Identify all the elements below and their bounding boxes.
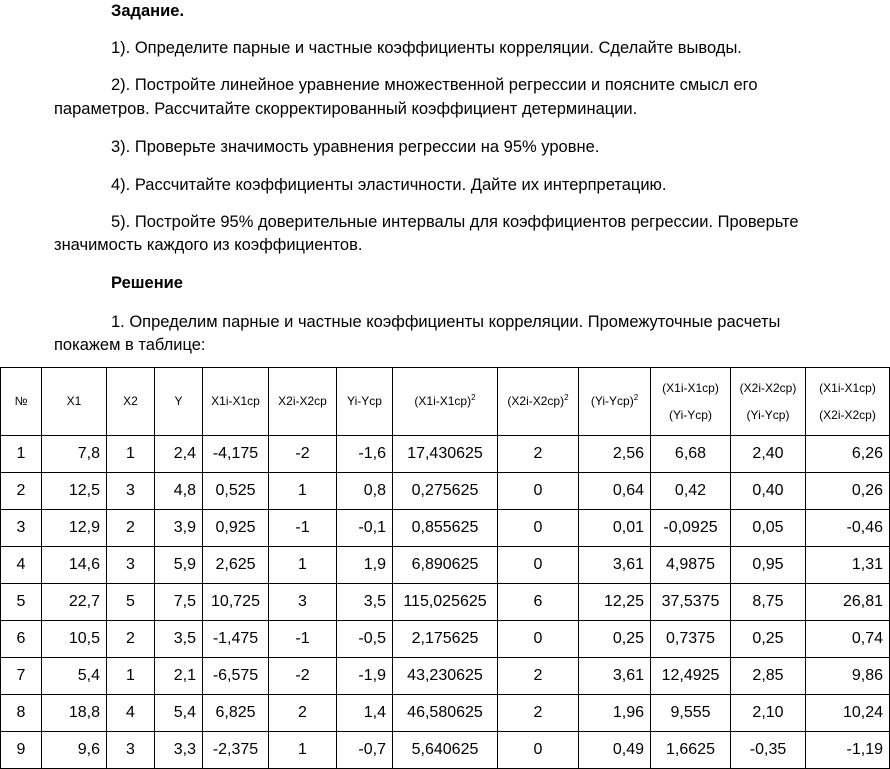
cell-num: 5 <box>1 584 42 621</box>
table-row <box>1 695 890 732</box>
task-item-1: 1). Определите парные и частные коэффициенты корреляции. Сделайте выводы. <box>111 39 742 57</box>
cell-product-x1-y: 0,42 <box>651 473 731 510</box>
cell-dx2-squared: 6 <box>498 584 579 621</box>
cell-dx1-squared: 0,275625 <box>393 473 498 510</box>
header-product-x2-y-top: (X2i-X2ср) <box>739 380 797 395</box>
header-dx1-squared <box>393 368 498 436</box>
cell-dx2: 1 <box>269 732 337 769</box>
solution-heading: Решение <box>111 274 183 292</box>
table-row <box>1 436 890 473</box>
cell-dx2-squared: 2 <box>498 658 579 695</box>
cell-product-x2-y: 2,40 <box>731 436 806 473</box>
cell-dx1-squared: 0,855625 <box>393 510 498 547</box>
header-product-x2-y <box>731 368 806 436</box>
task-item-4: 4). Рассчитайте коэффициенты эластичности. Дайте их интерпретацию. <box>111 176 667 194</box>
table-header-row <box>1 368 890 436</box>
cell-dx1-squared: 46,580625 <box>393 695 498 732</box>
cell-dx2-squared: 2 <box>498 436 579 473</box>
cell-dy-squared: 3,61 <box>579 658 651 695</box>
cell-product-x1-x2: 1,31 <box>806 547 890 584</box>
cell-x2: 3 <box>107 732 155 769</box>
cell-dy: 1,4 <box>337 695 393 732</box>
table-row <box>1 584 890 621</box>
header-product-x2-y-bottom: (Yi-Yср) <box>746 407 790 422</box>
header-dy-squared-base: (Yi-Yср) <box>590 394 634 408</box>
cell-product-x1-y: 4,9875 <box>651 547 731 584</box>
cell-dx1: 2,625 <box>203 547 269 584</box>
table-row <box>1 473 890 510</box>
task-item-2-line-2: параметров. Рассчитайте скорректированный коэффициент детерминации. <box>54 100 638 118</box>
cell-x1: 12,9 <box>42 510 107 547</box>
cell-dy-squared: 0,25 <box>579 621 651 658</box>
header-product-x1-x2-bottom: (X2i-X2ср) <box>819 407 876 422</box>
cell-product-x2-y: 0,25 <box>731 621 806 658</box>
cell-dy: 1,9 <box>337 547 393 584</box>
cell-y: 3,5 <box>155 621 203 658</box>
cell-y: 7,5 <box>155 584 203 621</box>
cell-dx1-squared: 115,025625 <box>393 584 498 621</box>
header-dy-squared-exponent: 2 <box>633 393 639 402</box>
cell-product-x2-y: 8,75 <box>731 584 806 621</box>
cell-product-x2-y: 2,10 <box>731 695 806 732</box>
cell-dy: 0,8 <box>337 473 393 510</box>
cell-product-x2-y: 2,85 <box>731 658 806 695</box>
cell-x2: 1 <box>107 658 155 695</box>
cell-dy: -0,1 <box>337 510 393 547</box>
cell-product-x1-x2: -0,46 <box>806 510 890 547</box>
cell-product-x1-x2: -1,19 <box>806 732 890 769</box>
header-dx2-squared <box>498 368 579 436</box>
cell-dx2: -1 <box>269 510 337 547</box>
cell-dy: -0,7 <box>337 732 393 769</box>
table-row <box>1 510 890 547</box>
cell-product-x1-x2: 10,24 <box>806 695 890 732</box>
header-dx1-squared-base: (X1i-X1ср) <box>414 394 472 408</box>
cell-y: 5,4 <box>155 695 203 732</box>
header-dx1-squared-exponent: 2 <box>471 393 476 402</box>
header-product-x1-x2 <box>806 368 890 436</box>
header-product-x1-y <box>651 368 731 436</box>
cell-dx2: 1 <box>269 473 337 510</box>
cell-x1: 22,7 <box>42 584 107 621</box>
cell-dx2-squared: 2 <box>498 695 579 732</box>
cell-dx1: 0,525 <box>203 473 269 510</box>
cell-dy: -0,5 <box>337 621 393 658</box>
cell-num: 4 <box>1 547 42 584</box>
cell-product-x1-x2: 26,81 <box>806 584 890 621</box>
cell-product-x1-y: 6,68 <box>651 436 731 473</box>
cell-dy-squared: 0,49 <box>579 732 651 769</box>
cell-x2: 1 <box>107 436 155 473</box>
cell-dx2-squared: 0 <box>498 510 579 547</box>
task-item-5-line-1: 5). Постройте 95% доверительные интервалы для коэффициентов регрессии. Проверьте <box>111 213 799 231</box>
header-product-x1-y-top: (X1i-X1ср) <box>662 380 719 395</box>
solution-paragraph-line-2: покажем в таблице: <box>54 336 206 354</box>
header-dx2-squared-base: (X2i-X2ср) <box>507 394 565 408</box>
calculation-table <box>0 367 890 769</box>
header-y: Y <box>155 368 203 436</box>
cell-dx2: -2 <box>269 658 337 695</box>
header-dx1: X1i-X1ср <box>203 368 269 436</box>
header-product-x1-x2-top: (X1i-X1ср) <box>819 380 876 395</box>
cell-dx1: 10,725 <box>203 584 269 621</box>
cell-dy-squared: 0,01 <box>579 510 651 547</box>
header-dy-squared <box>579 368 651 436</box>
cell-dx1-squared: 2,175625 <box>393 621 498 658</box>
cell-x1: 14,6 <box>42 547 107 584</box>
cell-y: 3,3 <box>155 732 203 769</box>
cell-x1: 18,8 <box>42 695 107 732</box>
cell-dx1: 6,825 <box>203 695 269 732</box>
cell-dx2: 1 <box>269 547 337 584</box>
header-x2: X2 <box>107 368 155 436</box>
cell-product-x2-y: -0,35 <box>731 732 806 769</box>
cell-dx1: -2,375 <box>203 732 269 769</box>
cell-dx2-squared: 0 <box>498 621 579 658</box>
header-dy: Yi-Yср <box>337 368 393 436</box>
header-dx2: X2i-X2ср <box>269 368 337 436</box>
table-row <box>1 547 890 584</box>
cell-y: 2,1 <box>155 658 203 695</box>
cell-dx2-squared: 0 <box>498 547 579 584</box>
task-heading: Задание. <box>111 2 185 20</box>
cell-dy: -1,6 <box>337 436 393 473</box>
cell-dy: 3,5 <box>337 584 393 621</box>
cell-num: 8 <box>1 695 42 732</box>
header-x1: X1 <box>42 368 107 436</box>
cell-num: 3 <box>1 510 42 547</box>
cell-num: 7 <box>1 658 42 695</box>
task-item-3: 3). Проверьте значимость уравнения регрессии на 95% уровне. <box>111 138 600 156</box>
cell-dx2-squared: 0 <box>498 473 579 510</box>
cell-num: 6 <box>1 621 42 658</box>
cell-dx1-squared: 6,890625 <box>393 547 498 584</box>
task-item-2-line-1: 2). Постройте линейное уравнение множественной регрессии и поясните смысл его <box>111 76 758 94</box>
cell-dy-squared: 2,56 <box>579 436 651 473</box>
table-row <box>1 658 890 695</box>
cell-dx1: -6,575 <box>203 658 269 695</box>
cell-dx1: 0,925 <box>203 510 269 547</box>
cell-num: 9 <box>1 732 42 769</box>
cell-x1: 10,5 <box>42 621 107 658</box>
cell-product-x2-y: 0,95 <box>731 547 806 584</box>
cell-dy-squared: 0,64 <box>579 473 651 510</box>
cell-x2: 5 <box>107 584 155 621</box>
cell-x1: 7,8 <box>42 436 107 473</box>
cell-product-x1-x2: 6,26 <box>806 436 890 473</box>
cell-dy-squared: 12,25 <box>579 584 651 621</box>
cell-dy: -1,9 <box>337 658 393 695</box>
cell-dx2: 2 <box>269 695 337 732</box>
table-body <box>1 436 890 769</box>
cell-product-x1-y: 12,4925 <box>651 658 731 695</box>
cell-y: 3,9 <box>155 510 203 547</box>
cell-dx1-squared: 5,640625 <box>393 732 498 769</box>
cell-x2: 3 <box>107 473 155 510</box>
cell-x2: 4 <box>107 695 155 732</box>
cell-product-x1-y: 37,5375 <box>651 584 731 621</box>
cell-y: 2,4 <box>155 436 203 473</box>
cell-num: 2 <box>1 473 42 510</box>
cell-x1: 9,6 <box>42 732 107 769</box>
cell-x1: 5,4 <box>42 658 107 695</box>
header-dx2-squared-exponent: 2 <box>564 393 569 402</box>
cell-dx2: -2 <box>269 436 337 473</box>
cell-dx1-squared: 17,430625 <box>393 436 498 473</box>
cell-dx1: -1,475 <box>203 621 269 658</box>
header-product-x1-y-bottom: (Yi-Yср) <box>669 407 712 422</box>
table-row <box>1 621 890 658</box>
cell-product-x2-y: 0,40 <box>731 473 806 510</box>
cell-x2: 2 <box>107 510 155 547</box>
cell-product-x1-x2: 0,74 <box>806 621 890 658</box>
header-num: № <box>1 368 42 436</box>
cell-x1: 12,5 <box>42 473 107 510</box>
cell-dx1: -4,175 <box>203 436 269 473</box>
cell-y: 5,9 <box>155 547 203 584</box>
cell-x2: 3 <box>107 547 155 584</box>
cell-dx1-squared: 43,230625 <box>393 658 498 695</box>
cell-dx2: -1 <box>269 621 337 658</box>
cell-dy-squared: 1,96 <box>579 695 651 732</box>
cell-dy-squared: 3,61 <box>579 547 651 584</box>
cell-x2: 2 <box>107 621 155 658</box>
task-item-5-line-2: значимость каждого из коэффициентов. <box>54 236 363 254</box>
solution-paragraph-line-1: 1. Определим парные и частные коэффициенты корреляции. Промежуточные расчеты <box>111 313 781 331</box>
cell-product-x1-x2: 9,86 <box>806 658 890 695</box>
cell-product-x1-y: 9,555 <box>651 695 731 732</box>
cell-dx2: 3 <box>269 584 337 621</box>
cell-product-x2-y: 0,05 <box>731 510 806 547</box>
cell-product-x1-y: 1,6625 <box>651 732 731 769</box>
cell-num: 1 <box>1 436 42 473</box>
table-row <box>1 732 890 769</box>
cell-dx2-squared: 0 <box>498 732 579 769</box>
cell-y: 4,8 <box>155 473 203 510</box>
cell-product-x1-x2: 0,26 <box>806 473 890 510</box>
cell-product-x1-y: 0,7375 <box>651 621 731 658</box>
cell-product-x1-y: -0,0925 <box>651 510 731 547</box>
